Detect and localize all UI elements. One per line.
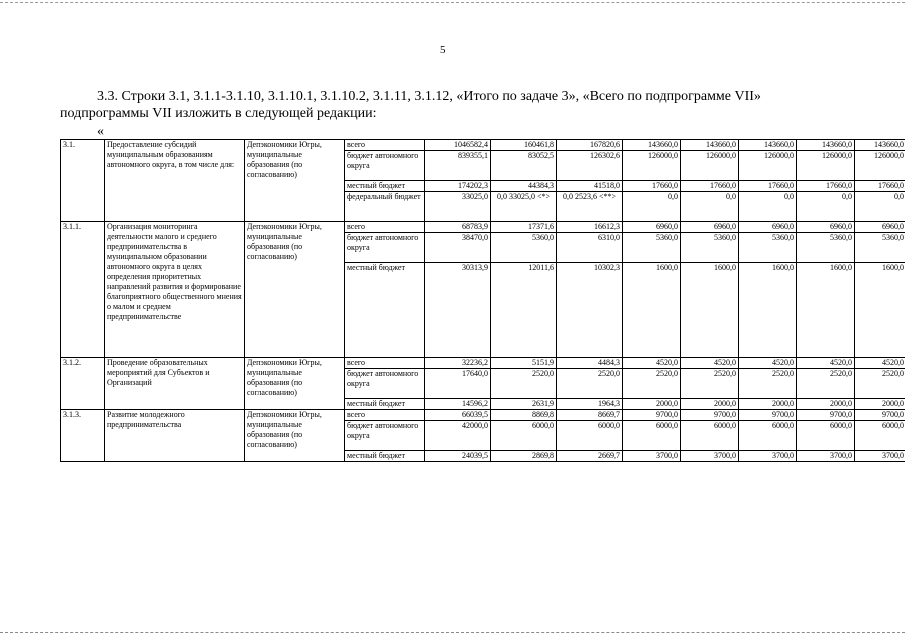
row-name: Организация мониторинга деятельности малого и среднего предпринимательства в муниципальном образовании автономного округа в целях определения приоритетных направлений развития и формирование благоприятного общественного мнения о малом и среднем предпринимательстве: [105, 222, 245, 358]
row-executor: Депэкономики Югры, муниципальные образования (по согласованию): [245, 222, 345, 358]
funding-source: бюджет автономного округа: [345, 233, 425, 263]
row-code: 3.1.3.: [61, 410, 105, 462]
amount-cell: 6000,0: [623, 421, 681, 451]
amount-cell: 9700,0: [681, 410, 739, 421]
heading-line-2: подпрограммы VII изложить в следующей редакции:: [60, 106, 377, 121]
amount-cell: 6000,0: [557, 421, 623, 451]
amount-cell: 8669,7: [557, 410, 623, 421]
amount-cell: 17371,6: [491, 222, 557, 233]
amount-cell: 6960,0: [623, 222, 681, 233]
row-executor: Депэкономики Югры, муниципальные образования (по согласованию): [245, 140, 345, 222]
row-name: Развитие молодежного предпринимательства: [105, 410, 245, 462]
table-row: [61, 140, 905, 151]
funding-source: всего: [345, 222, 425, 233]
amount-cell: 41518,0: [557, 181, 623, 192]
amount-cell: 5360,0: [623, 233, 681, 263]
amount-cell: 3700,0: [681, 451, 739, 462]
page-number: 5: [440, 44, 446, 56]
amount-cell: 10302,3: [557, 263, 623, 358]
amount-cell: 2631,9: [491, 399, 557, 410]
amount-cell: 4520,0: [855, 358, 905, 369]
amount-cell: 1046582,4: [425, 140, 491, 151]
amount-cell: 1600,0: [797, 263, 855, 358]
amount-cell: 2000,0: [739, 399, 797, 410]
amount-cell: 14596,2: [425, 399, 491, 410]
funding-source: бюджет автономного округа: [345, 151, 425, 181]
amount-cell: 126000,0: [855, 151, 905, 181]
amount-cell: 1964,3: [557, 399, 623, 410]
amount-cell: 6000,0: [739, 421, 797, 451]
amount-cell: 126302,6: [557, 151, 623, 181]
amount-cell: 17660,0: [681, 181, 739, 192]
amount-cell: 5360,0: [681, 233, 739, 263]
amount-cell: 42000,0: [425, 421, 491, 451]
amount-cell: 2000,0: [623, 399, 681, 410]
amount-cell: 66039,5: [425, 410, 491, 421]
amount-cell: 6000,0: [797, 421, 855, 451]
row-name: Предоставление субсидий муниципальным образованиям автономного округа, в том числе для:: [105, 140, 245, 222]
row-name: Проведение образовательных мероприятий для Субъектов и Организаций: [105, 358, 245, 410]
funding-source: всего: [345, 140, 425, 151]
funding-source: федеральный бюджет: [345, 192, 425, 222]
amount-cell: 160461,8: [491, 140, 557, 151]
amount-cell: 6000,0: [681, 421, 739, 451]
scan-edge-bottom: [0, 632, 905, 633]
amount-cell: 2520,0: [739, 369, 797, 399]
amount-cell: 126000,0: [797, 151, 855, 181]
amount-cell: 9700,0: [739, 410, 797, 421]
amount-cell: 6000,0: [491, 421, 557, 451]
amount-cell: 9700,0: [797, 410, 855, 421]
funding-source: всего: [345, 410, 425, 421]
amount-cell: 3700,0: [623, 451, 681, 462]
table-row: [61, 410, 905, 421]
amount-cell: 1600,0: [623, 263, 681, 358]
amount-cell: 0,0: [797, 192, 855, 222]
amount-cell: 143660,0: [797, 140, 855, 151]
amount-cell: 4520,0: [797, 358, 855, 369]
amount-cell: 24039,5: [425, 451, 491, 462]
amount-cell: 2520,0: [855, 369, 905, 399]
amount-cell: 30313,9: [425, 263, 491, 358]
amount-cell: 6310,0: [557, 233, 623, 263]
amount-cell: 2669,7: [557, 451, 623, 462]
table-row: [61, 222, 905, 233]
funding-source: всего: [345, 358, 425, 369]
amount-cell: 0,0 33025,0 <*>: [491, 192, 557, 222]
budget-table: [60, 139, 905, 462]
amount-cell: 839355,1: [425, 151, 491, 181]
funding-source: бюджет автономного округа: [345, 421, 425, 451]
amount-cell: 0,0 2523,6 <**>: [557, 192, 623, 222]
funding-source: местный бюджет: [345, 263, 425, 358]
row-code: 3.1.1.: [61, 222, 105, 358]
amount-cell: 5360,0: [855, 233, 905, 263]
amount-cell: 2520,0: [797, 369, 855, 399]
amount-cell: 6960,0: [797, 222, 855, 233]
funding-source: местный бюджет: [345, 399, 425, 410]
amount-cell: 17660,0: [797, 181, 855, 192]
scan-edge-top: [0, 2, 905, 3]
amount-cell: 5360,0: [797, 233, 855, 263]
amount-cell: 0,0: [681, 192, 739, 222]
amount-cell: 16612,3: [557, 222, 623, 233]
amount-cell: 167820,6: [557, 140, 623, 151]
amount-cell: 1600,0: [855, 263, 905, 358]
amount-cell: 2520,0: [491, 369, 557, 399]
amount-cell: 2000,0: [797, 399, 855, 410]
amount-cell: 6960,0: [739, 222, 797, 233]
amount-cell: 6000,0: [855, 421, 905, 451]
amount-cell: 33025,0: [425, 192, 491, 222]
section-heading: [60, 88, 867, 122]
amount-cell: 2520,0: [681, 369, 739, 399]
amount-cell: 1600,0: [681, 263, 739, 358]
opening-quote: «: [97, 124, 104, 139]
amount-cell: 17660,0: [739, 181, 797, 192]
amount-cell: 32236,2: [425, 358, 491, 369]
amount-cell: 2869,8: [491, 451, 557, 462]
amount-cell: 17660,0: [855, 181, 905, 192]
amount-cell: 4520,0: [739, 358, 797, 369]
amount-cell: 4520,0: [681, 358, 739, 369]
amount-cell: 174202,3: [425, 181, 491, 192]
amount-cell: 17660,0: [623, 181, 681, 192]
amount-cell: 17640,0: [425, 369, 491, 399]
funding-source: местный бюджет: [345, 451, 425, 462]
amount-cell: 44384,3: [491, 181, 557, 192]
amount-cell: 6960,0: [855, 222, 905, 233]
row-executor: Депэкономики Югры, муниципальные образования (по согласованию): [245, 358, 345, 410]
funding-source: местный бюджет: [345, 181, 425, 192]
amount-cell: 9700,0: [855, 410, 905, 421]
amount-cell: 9700,0: [623, 410, 681, 421]
amount-cell: 0,0: [739, 192, 797, 222]
amount-cell: 8869,8: [491, 410, 557, 421]
amount-cell: 12011,6: [491, 263, 557, 358]
amount-cell: 126000,0: [681, 151, 739, 181]
amount-cell: 3700,0: [797, 451, 855, 462]
amount-cell: 143660,0: [681, 140, 739, 151]
amount-cell: 126000,0: [623, 151, 681, 181]
amount-cell: 38470,0: [425, 233, 491, 263]
amount-cell: 3700,0: [855, 451, 905, 462]
amount-cell: 5151,9: [491, 358, 557, 369]
amount-cell: 143660,0: [855, 140, 905, 151]
row-code: 3.1.2.: [61, 358, 105, 410]
amount-cell: 83052,5: [491, 151, 557, 181]
funding-source: бюджет автономного округа: [345, 369, 425, 399]
table-row: [61, 358, 905, 369]
amount-cell: 0,0: [623, 192, 681, 222]
row-executor: Депэкономики Югры, муниципальные образования (по согласованию): [245, 410, 345, 462]
amount-cell: 68783,9: [425, 222, 491, 233]
amount-cell: 3700,0: [739, 451, 797, 462]
amount-cell: 143660,0: [739, 140, 797, 151]
amount-cell: 4520,0: [623, 358, 681, 369]
amount-cell: 1600,0: [739, 263, 797, 358]
amount-cell: 5360,0: [491, 233, 557, 263]
amount-cell: 6960,0: [681, 222, 739, 233]
row-code: 3.1.: [61, 140, 105, 222]
heading-line-1: 3.3. Строки 3.1, 3.1.1-3.1.10, 3.1.10.1, 3.1.10.2, 3.1.11, 3.1.12, «Итого по задаче 3», «Всего по подпрограмме VII»: [97, 89, 761, 104]
amount-cell: 2520,0: [623, 369, 681, 399]
amount-cell: 4484,3: [557, 358, 623, 369]
amount-cell: 126000,0: [739, 151, 797, 181]
amount-cell: 143660,0: [623, 140, 681, 151]
amount-cell: 0,0: [855, 192, 905, 222]
amount-cell: 2520,0: [557, 369, 623, 399]
amount-cell: 2000,0: [681, 399, 739, 410]
amount-cell: 2000,0: [855, 399, 905, 410]
amount-cell: 5360,0: [739, 233, 797, 263]
